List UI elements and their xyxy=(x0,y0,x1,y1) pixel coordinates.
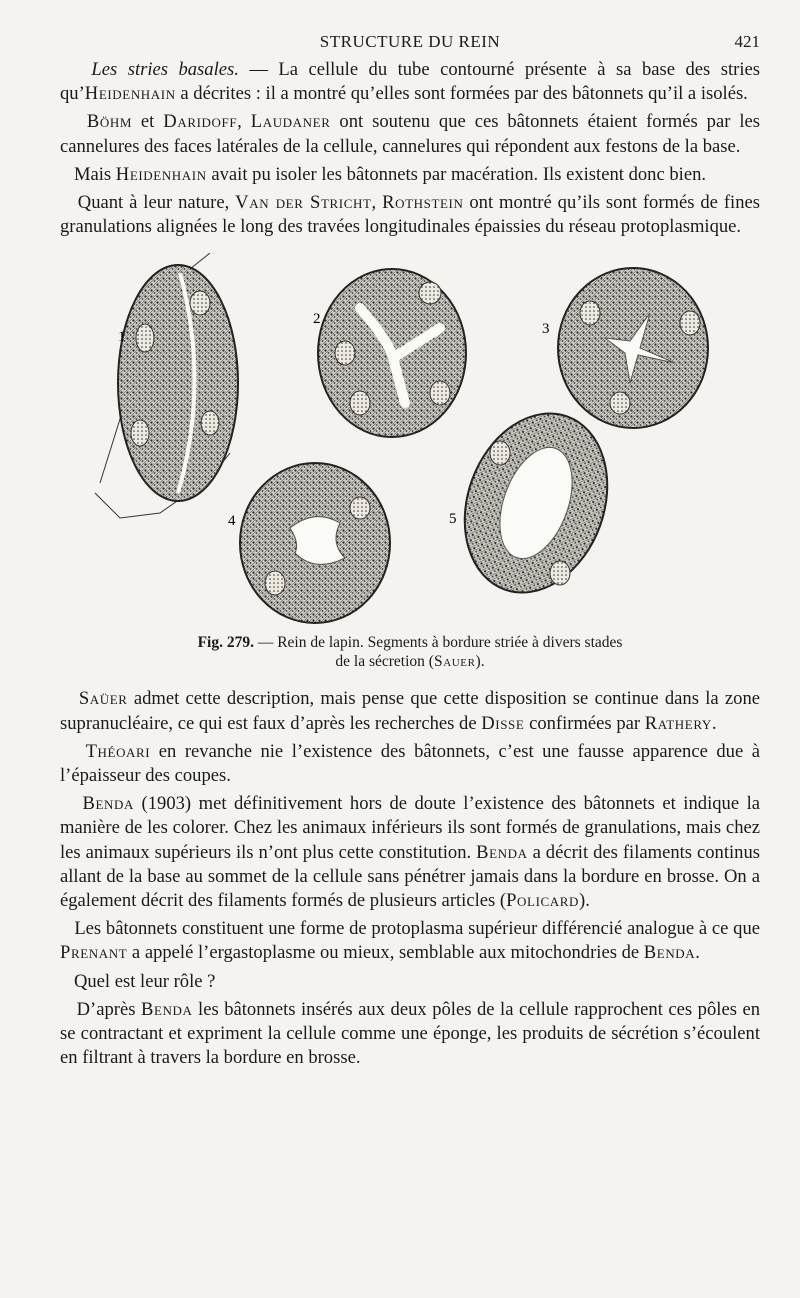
author-name: Disse xyxy=(481,712,525,734)
text: Quant à leur nature, xyxy=(77,192,236,214)
author-name: Benda xyxy=(82,793,135,815)
tubule-section-5 xyxy=(441,394,632,613)
paragraph-bohm xyxy=(60,110,760,158)
text: ont montré qu’ils sont formés de fines granulations alignées le long des travées longitudinales épaissies du réseau protoplasmique. xyxy=(60,192,761,238)
paragraph-sauer xyxy=(60,687,760,735)
paragraph-benda xyxy=(60,792,760,913)
figure-label-3: 3 xyxy=(542,321,550,338)
author-name: Saüer xyxy=(78,688,128,710)
text: D’après xyxy=(76,998,141,1020)
section-heading: Les stries basales. xyxy=(91,59,239,80)
tubule-section-2 xyxy=(318,269,466,437)
text: les bâtonnets insérés aux deux pôles de la cellule rapprochent ces pôles en se contractant et expriment la cellule comme une éponge, les produits de sécrétion s’écoulent en filtrant à travers la bordure en brosse. xyxy=(60,998,761,1069)
author-name: Benda xyxy=(476,841,528,863)
author-name: Prenant xyxy=(60,942,128,964)
author-name: Van der Stricht xyxy=(235,192,372,214)
paragraph-question xyxy=(60,970,760,994)
author-name: Rathery xyxy=(644,712,712,734)
paragraph-nature xyxy=(60,191,760,239)
author-name: Heidenhain xyxy=(84,83,176,105)
figure-caption xyxy=(60,633,760,671)
author-name: Heidenhain xyxy=(115,163,207,185)
paragraph-heidenhain xyxy=(60,163,760,187)
author-name: Rothstein xyxy=(382,192,464,214)
tubule-section-3 xyxy=(558,268,708,428)
text: confirmées par xyxy=(524,712,645,734)
author-name: Laudaner xyxy=(250,111,331,133)
text: en revanche nie l’existence des bâtonnets, c’est une fausse apparence due à l’épaisseur des coupes. xyxy=(60,740,760,787)
caption-text: — Rein de lapin. Segments à bordure striée à divers stades xyxy=(253,634,623,652)
text: ont soutenu que ces bâtonnets étaient formés par les cannelures des faces latérales de la cellule, cannelures qui répondent aux festons de la base. xyxy=(60,111,760,157)
figure-label-5: 5 xyxy=(449,511,457,528)
text: a décrit des filaments continus allant de la base au sommet de la cellule sans pénétrer jamais dans la bordure en brosse. On a également décrit des filaments formés de plusieurs articles ( xyxy=(60,841,760,912)
paragraph-stries-basales xyxy=(60,58,760,106)
author-name: Théoari xyxy=(85,740,151,762)
text: . xyxy=(711,712,717,734)
caption-text: ). xyxy=(475,653,485,671)
caption-text: de la sécretion ( xyxy=(335,653,434,671)
text: Mais xyxy=(73,163,116,185)
figure-label-2: 2 xyxy=(313,311,321,328)
text: et xyxy=(131,111,164,133)
paragraph-batonnets xyxy=(60,917,760,965)
figure-279 xyxy=(60,253,760,633)
author-name: Benda xyxy=(643,942,696,964)
text: Les bâtonnets constituent une forme de protoplasma supérieur différencié analogue à ce que xyxy=(74,918,761,940)
figure-label-4: 4 xyxy=(228,513,236,530)
author-name: Policard xyxy=(506,890,580,912)
author-name: Daridoff xyxy=(163,111,238,133)
book-page xyxy=(60,28,760,1074)
figure-number: Fig. 279. xyxy=(197,634,254,652)
paragraph-theoari xyxy=(60,740,760,788)
kidney-tubule-illustration xyxy=(60,253,760,633)
tubule-section-1 xyxy=(95,253,238,518)
author-name: Benda xyxy=(140,998,193,1020)
page-number: 421 xyxy=(734,32,760,51)
paragraph-role xyxy=(60,998,760,1071)
text: avait pu isoler les bâtonnets par macération. Ils existent donc bien. xyxy=(206,163,707,185)
running-head xyxy=(60,28,760,58)
text: admet cette description, mais pense que cette disposition se continue dans la zone supranucléaire, ce qui est faux d’après les recherches de xyxy=(60,688,761,734)
text: (1903) met définitivement hors de doute l’existence des bâtonnets et indique la manière de les colorer. Chez les animaux inférieurs ils sont formés de granulations, mais chez les animaux supérieurs ils n’ont plus cette constitution. xyxy=(60,793,761,863)
text: — La cellule du tube contourné présente à sa base des stries qu’ xyxy=(60,59,760,105)
text: , xyxy=(237,111,251,133)
text: , xyxy=(371,192,383,214)
text: ). xyxy=(579,890,590,912)
text: . xyxy=(695,942,700,964)
tubule-section-4 xyxy=(240,463,390,623)
text: a décrites : il a montré qu’elles sont formées par des bâtonnets qu’il a isolés. xyxy=(175,83,748,105)
running-title: STRUCTURE DU REIN xyxy=(319,32,501,51)
text: a appelé l’ergastoplasme ou mieux, semblable aux mitochondries de xyxy=(127,942,644,964)
text: Quel est leur rôle ? xyxy=(73,970,216,992)
figure-label-1: 1 xyxy=(118,329,126,346)
author-name: Sauer xyxy=(433,653,476,671)
author-name: Böhm xyxy=(86,111,132,133)
